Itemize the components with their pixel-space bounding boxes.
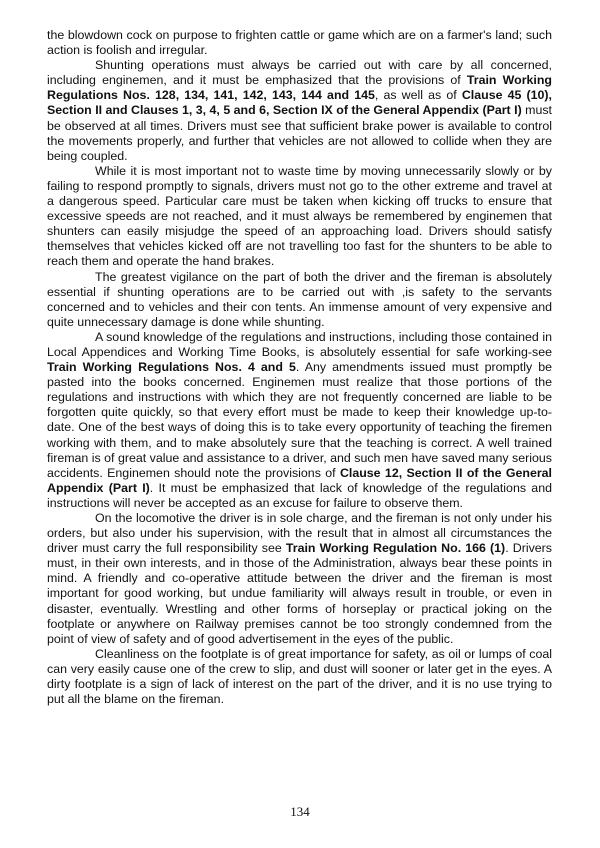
paragraph-7	[47, 647, 552, 707]
regulation-reference: Clause 45 (10), Section II and Clauses 1, 3, 4, 5 and 6, Section IX of the General Appendix (Part I)	[47, 88, 552, 118]
page-number: 134	[290, 804, 310, 819]
paragraph-2	[47, 58, 552, 164]
text-run: A sound knowledge of the regulations and instructions, including those contained in Local Appendices and Working Time Books, is absolutely essential for safe working-see	[47, 329, 552, 359]
text-run: . Any amendments issued must promptly be pasted into the books concerned. Enginemen must realize that those portions of the regulations and instructions with which they are not frequently concerned are liable to be forgotten quite quickly, so that every effort must be made to keep their knowledge up-to-date. One of the best ways of doing this is to take every opportunity of teaching the firemen working with them, and to make absolutely sure that the teaching is correct. A well trained fireman is of great value and assistance to a driver, and such men have saved many serious accidents. Enginemen should note the provisions of	[47, 360, 552, 480]
text-run: Shunting operations must always be carried out with care by all concerned, including enginemen, and it must be emphasized that the provisions of	[47, 58, 552, 88]
page-body	[47, 28, 552, 707]
paragraph-6	[47, 511, 552, 647]
regulation-reference: Train Working Regulation No. 166 (1)	[285, 541, 506, 556]
paragraph-4	[47, 270, 552, 330]
text-run: The greatest vigilance on the part of both the driver and the fireman is absolutely essential if shunting operations are to be carried out with ,is safety to the servants concerned and to vehicles and their con tents. An immense amount of very expensive and quite unnecessary damage is done while shunting.	[47, 269, 552, 329]
text-run: . Drivers must, in their own interests, and in those of the Administration, always bear these points in mind. A friendly and co-operative attitude between the driver and the fireman is most important for good working, but undue familiarity will always result in trouble, or even in disaster, eventually. Wrestling and other forms of horseplay or practical joking on the footplate or anywhere on Railway premises cannot be too strongly condemned from the point of view of safety and of good advertisement in the eyes of the public.	[47, 541, 552, 646]
text-run: While it is most important not to waste time by moving unnecessarily slowly or by failing to respond promptly to signals, drivers must not go to the other extreme and travel at a dangerous speed. Particular care must be taken when kicking off trucks to ensure that excessive speeds are not reached, and it must always be remembered by enginemen that shunters can easily misjudge the speed of an approaching load. Drivers should satisfy themselves that vehicles kicked off are not travelling too fast for the shunters to be able to reach them and operate the hand brakes.	[47, 163, 552, 269]
text-run: . It must be emphasized that lack of knowledge of the regulations and instructions will never be accepted as an excuse for failure to observe them.	[47, 480, 552, 510]
paragraph-1	[47, 28, 552, 58]
text-run: On the locomotive the driver is in sole charge, and the fireman is not only under his orders, but also under his supervision, with the result that in almost all circumstances the driver must carry the full responsibility see	[47, 511, 552, 556]
text-run: , as well as of	[374, 88, 462, 103]
text-run: Cleanliness on the footplate is of great importance for safety, as oil or lumps of coal can very easily cause one of the crew to slip, and dust will sooner or later get in the eyes. A dirty footplate is a sign of lack of interest on the part of the driver, and it is no use trying to put all the blame on the fireman.	[47, 646, 552, 707]
text-run: the blowdown cock on purpose to frighten cattle or game which are on a farmer's land; such action is foolish and irregular.	[47, 28, 552, 58]
regulation-reference: Clause 12, Section II of the General Appendix (Part I)	[47, 465, 552, 495]
regulation-reference: Train Working Regulations Nos. 128, 134, 141, 142, 143, 144 and 145	[47, 73, 552, 103]
regulation-reference: Train Working Regulations Nos. 4 and 5	[47, 360, 296, 375]
text-run: must be observed at all times. Drivers must see that sufficient brake power is available to control the movements properly, and further that vehicles are not allowed to collide when they are being coupled.	[47, 103, 552, 163]
paragraph-3	[47, 164, 552, 270]
paragraph-5	[47, 330, 552, 511]
